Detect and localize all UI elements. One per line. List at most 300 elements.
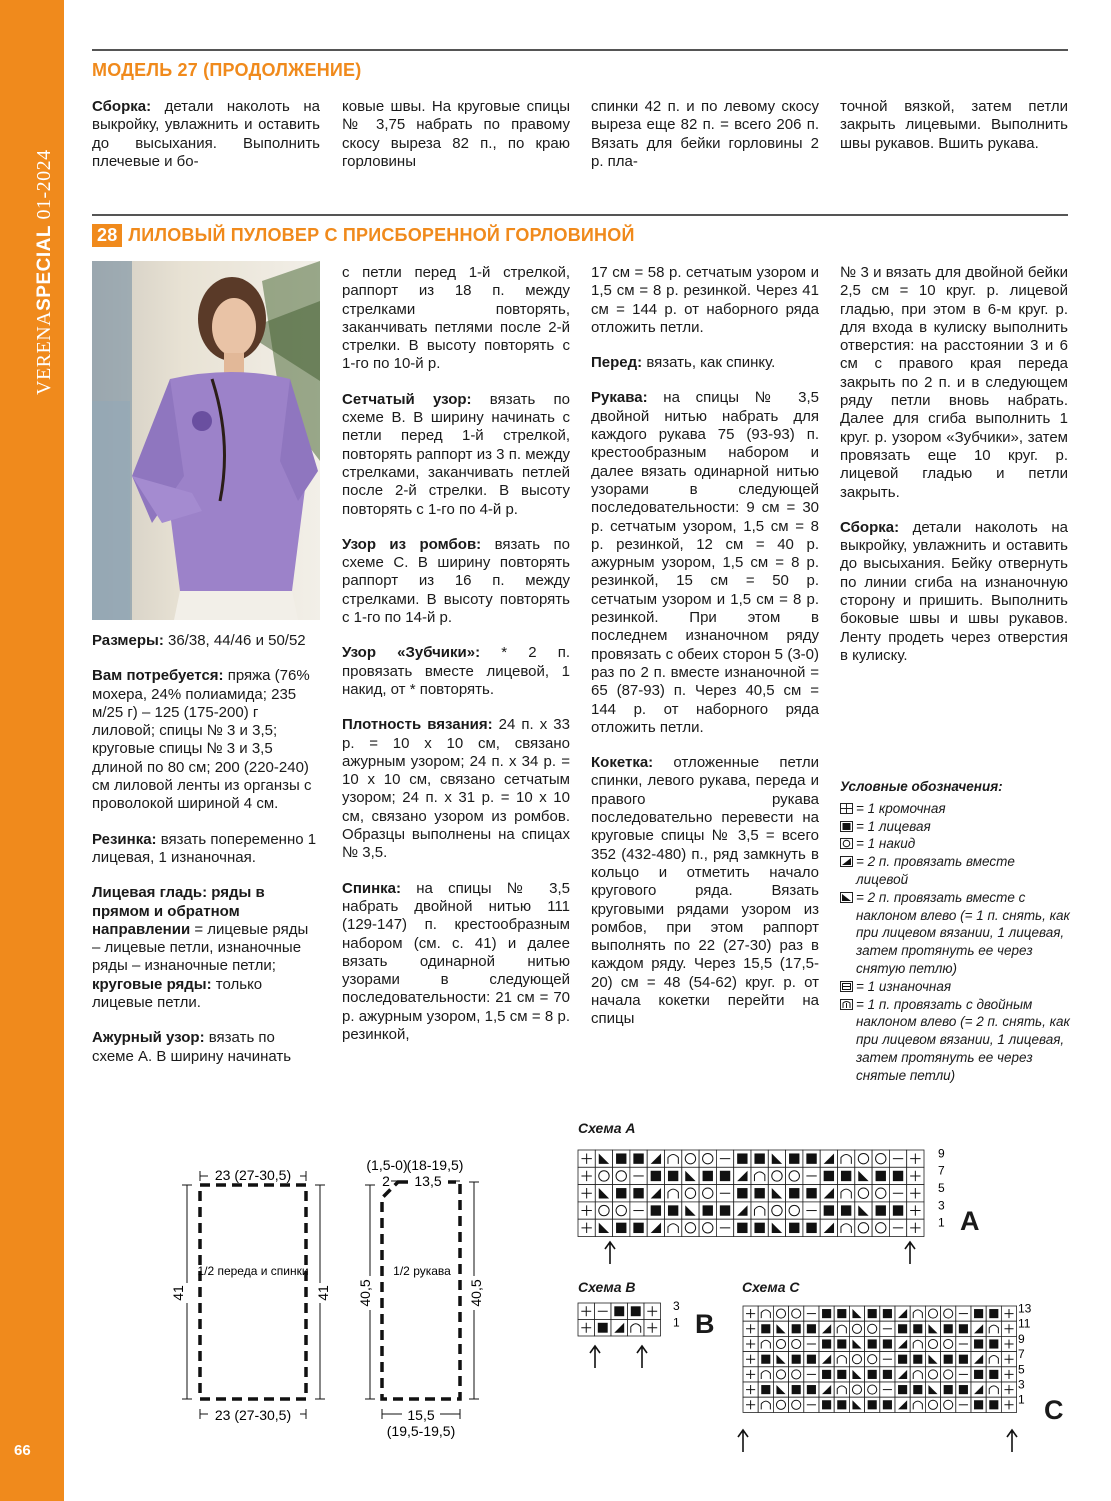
stitch-cell [880, 1382, 895, 1397]
stitch-cell [789, 1397, 804, 1412]
stitch-cell [889, 1150, 906, 1167]
stitch-cell [804, 1382, 819, 1397]
model27-col1: Сборка: детали наколоть на выкройку, увлажнить и оставить до высыхания. Выполнить плечевые и бо- [92, 98, 320, 170]
stitch-cell [820, 1150, 837, 1167]
stitch-cell [699, 1185, 716, 1202]
stitch-cell [1001, 1397, 1016, 1412]
stitch-cell [613, 1150, 630, 1167]
stitch-cell [865, 1382, 880, 1397]
stitch-cell [647, 1185, 664, 1202]
stitch-cell [941, 1321, 956, 1336]
stitch-cell [804, 1352, 819, 1367]
body-top-width: 23 (27-30,5) [214, 1167, 292, 1183]
stitch-cell [578, 1219, 595, 1236]
stitch-cell [1001, 1321, 1016, 1336]
stitch-cell [889, 1167, 906, 1184]
stitch-cell [907, 1167, 924, 1184]
stitch-cell [1001, 1336, 1016, 1351]
stitch-cell [734, 1219, 751, 1236]
mid-rule [92, 214, 1068, 216]
stitch-cell [789, 1321, 804, 1336]
stitch-cell [925, 1382, 940, 1397]
stitch-cell [880, 1367, 895, 1382]
stitch-cell [665, 1202, 682, 1219]
model27-title: МОДЕЛЬ 27 (ПРОДОЛЖЕНИЕ) [92, 60, 362, 80]
row-number: 7 [1018, 1347, 1025, 1362]
stitch-cell [986, 1352, 1001, 1367]
stitch-cell [910, 1382, 925, 1397]
stitch-cell [820, 1202, 837, 1219]
stitch-cell [956, 1336, 971, 1351]
stitch-cell [665, 1219, 682, 1236]
stitch-cell [803, 1150, 820, 1167]
stitch-cell [865, 1397, 880, 1412]
repeat-arrow-icon [1007, 1430, 1017, 1452]
stitch-cell [849, 1397, 864, 1412]
model27-col3: спинки 42 п. и по левому скосу выреза еще 82 п. = всего 206 п. Вязать для бейки горловины 2 р. пла- [591, 98, 819, 170]
stitch-cell [956, 1397, 971, 1412]
row-number: 11 [1018, 1316, 1031, 1331]
stitch-cell [682, 1150, 699, 1167]
stitch-cell [595, 1150, 612, 1167]
stitch-cell [971, 1352, 986, 1367]
row-number: 1 [1018, 1392, 1025, 1407]
stitch-cell [628, 1303, 645, 1320]
stitch-cell [716, 1219, 733, 1236]
stitch-cell [773, 1367, 788, 1382]
stitch-cell [925, 1306, 940, 1321]
stitch-cell [907, 1219, 924, 1236]
stitch-cell [611, 1320, 628, 1337]
stitch-cell [578, 1167, 595, 1184]
c4-text: № 3 и вязать для двойной бейки 2,5 см = 10 круг. р. лицевой гладью, при этом в 6-м круг. р. для входа в кулиску выполнить отверстия: на расстоянии 3 и 6 см с правого края переда закрыть по 2 п. и в следующем ряду петли вновь набрать. Далее для сгиба выполнить 1 круг. р. узором «Зубчики», затем провязать еще 10 круг. р. лицевой гладью и петли закрыть. Сборка: детали наколоть на выкройку, увлажнить и оставить до высыхания. Бейку отвернуть по линии сгиба на изнаночную сторону и пришить. Выполнить боковые швы и швы рукавов. Ленту продеть через отверстия в кулиску. [840, 264, 1068, 664]
stitch-cell [786, 1167, 803, 1184]
stitch-cell [880, 1321, 895, 1336]
stitch-cell [895, 1352, 910, 1367]
stitch-cell [910, 1367, 925, 1382]
stitch-cell [819, 1352, 834, 1367]
stitch-cell [682, 1202, 699, 1219]
stitch-cell [819, 1306, 834, 1321]
stitch-cell [941, 1352, 956, 1367]
body-bottom-width: 23 (27-30,5) [214, 1407, 292, 1423]
stitch-cell [941, 1367, 956, 1382]
stitch-cell [647, 1219, 664, 1236]
stitch-cell [925, 1397, 940, 1412]
stitch-cell [743, 1336, 758, 1351]
stitch-cell [743, 1352, 758, 1367]
legend-item: = 1 п. провязать с двойным наклоном влево (= 2 п. снять, как при лицевом вязании, 1 лицевая, затем протянуть ее через снятые петли) [840, 996, 1070, 1085]
stitch-cell [834, 1397, 849, 1412]
stitch-cell [986, 1336, 1001, 1351]
scheme-b-title: Схема В [578, 1279, 636, 1295]
stitch-cell [613, 1202, 630, 1219]
stitch-cell [578, 1150, 595, 1167]
row-number: 5 [938, 1180, 945, 1195]
stitch-cell [699, 1202, 716, 1219]
stitch-cell [849, 1367, 864, 1382]
legend-item: = 1 накид [840, 835, 1070, 853]
stitch-cell [865, 1321, 880, 1336]
stitch-cell [986, 1321, 1001, 1336]
sleeve-top-3: 2 [382, 1173, 390, 1189]
stitch-cell [613, 1219, 630, 1236]
body-label: 1/2 переда и спинки [197, 1264, 309, 1278]
stitch-cell [907, 1202, 924, 1219]
stitch-cell [647, 1150, 664, 1167]
repeat-arrow-icon [590, 1346, 600, 1368]
stitch-cell [630, 1202, 647, 1219]
k2tog-icon [840, 856, 853, 867]
stitch-cell [838, 1150, 855, 1167]
legend-item: = 1 лицевая [840, 818, 1070, 836]
stitch-cell [758, 1306, 773, 1321]
stitch-cell [768, 1150, 785, 1167]
stitch-cell [768, 1167, 785, 1184]
c3-text: 17 см = 58 р. сетчатым узором и 1,5 см = 8 р. резинкой. Через 41 см = 144 р. от наборного ряда отложить петли. Перед: вязать, как спинку. Рукава: на спицы № 3,5 двойной нитью набрать для каждого рукава 75 (93-93) п. крестообразным набором и далее вязать одинарной нитью узорами в следующей последовательности: 9 см = 30 р. сетчатым узором, 1,5 см = 8 р. резинкой, 12 см = 40 р. ажурным узором, 1,5 см = 8 р. резинкой, 15 см = 50 р. сетчатым узором и 1,5 см = 8 р. резинкой. При этом в последнем изнаночном ряду провязать с обеих сторон 5 (3-0) раз по 2 п. вместе изнаночной = 65 (87-93) п. Через 40,5 см = 144 р. от наборного ряда отложить петли. Кокетка: отложенные петли спинки, левого рукава, переда и правого рукава последовательно перевести на круговые спицы № 3,5 = всего 352 (432-480) п., ряд замкнуть в кольцо и отметить начало кругового ряда. Вязать круговыми рядами узором из ромбов, при этом раппорт выполнять по 22 (27-30) раз в каждом ряду. Через 15,5 (17,5-20) см = 48 (54-62) круг. р. от начала кокетки перейти на спицы [591, 264, 819, 1028]
stitch-cell [682, 1219, 699, 1236]
stitch-cell [941, 1336, 956, 1351]
sidebar [0, 0, 64, 1501]
stitch-cell [907, 1150, 924, 1167]
stitch-cell [895, 1321, 910, 1336]
stitch-cell [786, 1150, 803, 1167]
row-number: 7 [938, 1163, 945, 1178]
stitch-cell [595, 1202, 612, 1219]
stitch-cell [971, 1321, 986, 1336]
stitch-cell [630, 1167, 647, 1184]
stitch-cell [789, 1352, 804, 1367]
stitch-cell [986, 1397, 1001, 1412]
stitch-cell [595, 1320, 612, 1337]
stitch-cell [647, 1202, 664, 1219]
stitch-cell [849, 1321, 864, 1336]
stitch-cell [849, 1306, 864, 1321]
body-piece-outline [200, 1185, 306, 1399]
sleeve-label: 1/2 рукава [393, 1264, 451, 1278]
stitch-cell [986, 1306, 1001, 1321]
row-number: 1 [673, 1315, 680, 1330]
sleeve-top-2: (18-19,5) [406, 1157, 464, 1173]
stitch-cell [819, 1397, 834, 1412]
stitch-cell [595, 1185, 612, 1202]
stitch-cell [743, 1382, 758, 1397]
stitch-cell [834, 1336, 849, 1351]
stitch-cell [773, 1382, 788, 1397]
stitch-cell [834, 1382, 849, 1397]
stitch-cell [910, 1336, 925, 1351]
stitch-cell [865, 1367, 880, 1382]
stitch-cell [838, 1167, 855, 1184]
stitch-cell [716, 1185, 733, 1202]
stitch-cell [925, 1367, 940, 1382]
stitch-cell [743, 1397, 758, 1412]
stitch-cell [956, 1306, 971, 1321]
stitch-cell [880, 1397, 895, 1412]
stitch-cell [838, 1202, 855, 1219]
body-height-right: 41 [315, 1285, 331, 1301]
yarn-over-icon [840, 838, 853, 849]
stitch-cell [865, 1306, 880, 1321]
model-photo-illustration [92, 261, 320, 620]
stitch-cell [804, 1336, 819, 1351]
stitch-cell [819, 1321, 834, 1336]
stitch-cell [734, 1150, 751, 1167]
stitch-cell [941, 1306, 956, 1321]
sleeve-top-4: 13,5 [414, 1173, 442, 1189]
legend [840, 778, 1070, 1085]
stitch-cell [768, 1202, 785, 1219]
stitch-cell [804, 1397, 819, 1412]
stitch-cell [595, 1303, 612, 1320]
stitch-cell [971, 1336, 986, 1351]
stitch-cell [855, 1167, 872, 1184]
stitch-cell [925, 1321, 940, 1336]
stitch-cell [971, 1367, 986, 1382]
double-decrease-icon [840, 999, 853, 1010]
row-number: 9 [1018, 1331, 1025, 1346]
legend-title: Условные обозначения: [840, 779, 1003, 794]
stitch-cell [789, 1336, 804, 1351]
stitch-cell [773, 1336, 788, 1351]
stitch-cell [630, 1150, 647, 1167]
stitch-cell [910, 1397, 925, 1412]
stitch-cell [910, 1321, 925, 1336]
scheme-c-title: Схема С [742, 1279, 800, 1295]
stitch-cell [872, 1167, 889, 1184]
edge-stitch-icon [840, 803, 853, 814]
stitch-cell [751, 1219, 768, 1236]
stitch-cell [611, 1303, 628, 1320]
stitch-cell [751, 1167, 768, 1184]
stitch-cell [819, 1336, 834, 1351]
stitch-cell [773, 1352, 788, 1367]
legend-item: = 1 кромочная [840, 800, 1070, 818]
stitch-cell [768, 1219, 785, 1236]
stitch-cell [743, 1321, 758, 1336]
c2-text: с петли перед 1-й стрелкой, раппорт из 18 п. между стрелками повторять, заканчивать петлями после 2-й стрелки. В высоту повторять с 1-го по 10-й р. Сетчатый узор: вязать по схеме В. В ширину начинать с петли перед 1-й стрелкой, повторять раппорт из 3 п. между стрелками, заканчивать петлей после 2-й стрелки. В высоту повторять с 1-го по 4-й р. Узор из ромбов: вязать по схеме С. В ширину повторять раппорт из 16 п. между стрелками. В высоту повторять с 1-го по 14-й р. Узор «Зубчики»: * 2 п. провязать вместе лицевой, 1 накид, от * повторять. Плотность вязания: 24 п. х 33 р. = 10 х 10 см, связано ажурным узором; 24 п. х 34 р. = 10 х 10 см, связано сетчатым узором; 24 п. х 31 р. = 10 х 10 см, связано узором из ромбов. Образцы выполнены на спицах № 3,5. Спинка: на спицы № 3,5 набрать двойной нитью 111 (129-147) п. крестообразным набором (см. с. 41) и далее вязать одинарной нитью узорами в следующей последовательности: 21 см = 70 р. ажурным узором, 1,5 см = 8 р. резинкой, [342, 264, 570, 1043]
stitch-cell [665, 1150, 682, 1167]
stitch-cell [895, 1306, 910, 1321]
stitch-cell [855, 1202, 872, 1219]
stitch-cell [865, 1336, 880, 1351]
stitch-cell [743, 1306, 758, 1321]
knit-stitch-icon [840, 821, 853, 832]
stitch-cell [758, 1367, 773, 1382]
stitch-cell [804, 1367, 819, 1382]
stitch-cell [786, 1202, 803, 1219]
stitch-cell [734, 1202, 751, 1219]
stitch-cell [699, 1219, 716, 1236]
sleeve-piece-outline [382, 1182, 460, 1399]
stitch-cell [644, 1320, 661, 1337]
top-rule [92, 49, 1068, 51]
stitch-cell [768, 1185, 785, 1202]
repeat-arrow-icon [738, 1430, 748, 1452]
repeat-arrow-icon [605, 1242, 615, 1264]
stitch-cell [838, 1185, 855, 1202]
stitch-cell [628, 1320, 645, 1337]
stitch-cell [910, 1352, 925, 1367]
stitch-cell [578, 1185, 595, 1202]
stitch-cell [838, 1219, 855, 1236]
stitch-cell [819, 1382, 834, 1397]
legend-item: = 1 изнаночная [840, 978, 1070, 996]
stitch-cell [716, 1202, 733, 1219]
row-number: 1 [938, 1215, 945, 1230]
stitch-cell [773, 1397, 788, 1412]
stitch-cell [820, 1219, 837, 1236]
stitch-cell [895, 1336, 910, 1351]
pattern-drawings [160, 1150, 500, 1450]
stitch-cell [665, 1185, 682, 1202]
stitch-cell [820, 1167, 837, 1184]
legend-item: = 2 п. провязать вместе с наклоном влево (= 1 п. снять, как при лицевом вязании, 1 лицевая, затем протянуть ее через снятую петлю) [840, 889, 1070, 978]
stitch-cell [849, 1336, 864, 1351]
stitch-cell [956, 1367, 971, 1382]
stitch-cell [849, 1382, 864, 1397]
sleeve-bottom-2: (19,5-19,5) [386, 1423, 456, 1439]
stitch-cell [786, 1185, 803, 1202]
stitch-cell [941, 1382, 956, 1397]
stitch-cell [789, 1367, 804, 1382]
row-number: 5 [1018, 1362, 1025, 1377]
stitch-cell [758, 1397, 773, 1412]
stitch-cell [907, 1185, 924, 1202]
stitch-cell [971, 1382, 986, 1397]
stitch-cell [895, 1382, 910, 1397]
stitch-cell [699, 1167, 716, 1184]
stitch-cell [751, 1185, 768, 1202]
model-photo [92, 261, 320, 620]
stitch-cell [758, 1336, 773, 1351]
stitch-cell [1001, 1382, 1016, 1397]
stitch-cell [773, 1306, 788, 1321]
stitch-cell [880, 1336, 895, 1351]
purl-stitch-icon [840, 981, 853, 992]
stitch-cell [773, 1321, 788, 1336]
stitch-cell [647, 1167, 664, 1184]
c1-text: Размеры: 36/38, 44/46 и 50/52 Вам потребуется: пряжа (76% мохера, 24% полиамида; 235 м/25 г) – 125 (175-200) г лиловой; спицы № 3 и 3,5; круговые спицы № 3 и 3,5 длиной по 80 см; 200 (220-240) см лиловой ленты из органзы с проволокой шириной 4 см. Резинка: вязать попеременно 1 лицевая, 1 изнаночная. Лицевая гладь: ряды в прямом и обратном направлении = лицевые ряды – лицевые петли, изнаночные ряды – изнаночные петли; круговые ряды: только лицевые петли. Ажурный узор: вязать по схеме А. В ширину начинать [92, 632, 317, 1065]
stitch-cell [630, 1185, 647, 1202]
stitch-cell [758, 1321, 773, 1336]
stitch-cell [804, 1306, 819, 1321]
stitch-cell [751, 1202, 768, 1219]
scheme-a-title: Схема А [578, 1120, 636, 1136]
stitch-cell [758, 1352, 773, 1367]
model27-col2: ковые швы. На круговые спицы № 3,75 набрать по правому скосу выреза 82 п., по краю горловины [342, 98, 570, 170]
stitch-cell [734, 1167, 751, 1184]
stitch-cell [578, 1320, 595, 1337]
stitch-cell [834, 1306, 849, 1321]
stitch-cell [751, 1150, 768, 1167]
stitch-cell [789, 1382, 804, 1397]
stitch-cell [986, 1382, 1001, 1397]
stitch-cell [743, 1367, 758, 1382]
stitch-cell [849, 1352, 864, 1367]
ssk-icon [840, 892, 853, 903]
stitch-cell [578, 1202, 595, 1219]
stitch-cell [889, 1185, 906, 1202]
row-number: 3 [1018, 1377, 1025, 1392]
stitch-cell [803, 1167, 820, 1184]
stitch-cell [682, 1167, 699, 1184]
repeat-arrow-icon [905, 1242, 915, 1264]
sleeve-bottom-1: 15,5 [407, 1407, 435, 1423]
stitch-cell [956, 1352, 971, 1367]
body-height-left: 41 [170, 1285, 186, 1301]
stitch-cell [803, 1185, 820, 1202]
page-number: 66 [14, 1442, 31, 1459]
stitch-cell [699, 1150, 716, 1167]
stitch-cell [956, 1382, 971, 1397]
stitch-cell [872, 1202, 889, 1219]
stitch-cell [834, 1367, 849, 1382]
stitch-cell [630, 1219, 647, 1236]
stitch-cell [644, 1303, 661, 1320]
stitch-cell [1001, 1306, 1016, 1321]
model-number: 28 [92, 224, 122, 247]
stitch-cell [578, 1303, 595, 1320]
stitch-cell [786, 1219, 803, 1236]
stitch-cell [872, 1219, 889, 1236]
stitch-cell [925, 1336, 940, 1351]
row-number: 13 [1018, 1301, 1032, 1316]
stitch-cell [895, 1397, 910, 1412]
stitch-cell [734, 1185, 751, 1202]
stitch-cell [1001, 1367, 1016, 1382]
stitch-cell [971, 1397, 986, 1412]
scheme-a-letter: A [960, 1206, 980, 1236]
stitch-cell [925, 1352, 940, 1367]
stitch-cell [956, 1321, 971, 1336]
stitch-cell [804, 1321, 819, 1336]
sleeve-top-1: (1,5-0) [366, 1157, 408, 1173]
stitch-cell [682, 1185, 699, 1202]
stitch-cell [716, 1167, 733, 1184]
stitch-cell [986, 1367, 1001, 1382]
stitch-cell [880, 1352, 895, 1367]
stitch-cell [895, 1367, 910, 1382]
stitch-cell [819, 1367, 834, 1382]
stitch-cell [834, 1321, 849, 1336]
stitch-cell [758, 1382, 773, 1397]
stitch-cell [872, 1185, 889, 1202]
stitch-cell [789, 1306, 804, 1321]
sleeve-height-left: 40,5 [357, 1279, 373, 1307]
repeat-arrow-icon [637, 1346, 647, 1368]
model27-col4: точной вязкой, затем петли закрыть лицевыми. Выполнить швы рукавов. Вшить рукава. [840, 98, 1068, 152]
stitch-cell [880, 1306, 895, 1321]
sidebar-brand: VERENASPECIAL 01-2024 [33, 149, 55, 395]
stitch-cell [820, 1185, 837, 1202]
stitch-cell [613, 1185, 630, 1202]
stitch-cell [855, 1150, 872, 1167]
stitch-cell [872, 1150, 889, 1167]
legend-item: = 2 п. провязать вместе лицевой [840, 853, 1070, 889]
stitch-cell [889, 1202, 906, 1219]
model28-title: 28 ЛИЛОВЫЙ ПУЛОВЕР С ПРИСБОРЕННОЙ ГОРЛОВИНОЙ [92, 224, 635, 247]
sleeve-height-right: 40,5 [468, 1279, 484, 1307]
stitch-cell [889, 1219, 906, 1236]
stitch-cell [910, 1306, 925, 1321]
stitch-cell [865, 1352, 880, 1367]
stitch-cell [716, 1150, 733, 1167]
stitch-cell [834, 1352, 849, 1367]
stitch-cell [665, 1167, 682, 1184]
scheme-b-letter: B [695, 1309, 715, 1339]
row-number: 3 [938, 1198, 945, 1213]
